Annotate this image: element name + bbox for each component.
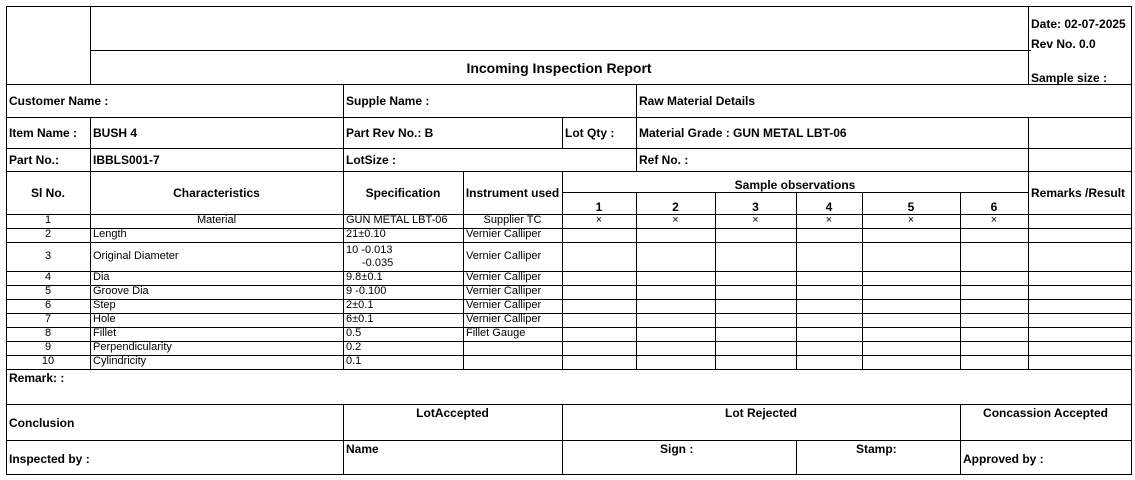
row-sl-no: 7 <box>44 313 52 325</box>
lot-rejected-label: Lot Rejected <box>724 406 797 420</box>
row-characteristic: Material <box>196 214 237 226</box>
row-sl-no: 6 <box>44 299 52 311</box>
row-specification-tolerance: -0.035 <box>362 257 394 269</box>
lot-accepted-label: LotAccepted <box>416 406 489 420</box>
sample-header-6: 6 <box>990 200 998 214</box>
material-grade: Material Grade : GUN METAL LBT-06 <box>639 126 847 140</box>
approved-by-label: Approved by : <box>963 452 1044 466</box>
row-sl-no: 1 <box>44 214 52 226</box>
name-label: Name <box>346 442 379 456</box>
row-instrument: Vernier Calliper <box>466 299 542 311</box>
header-sl-no: Sl No. <box>30 186 65 200</box>
raw-material-label: Raw Material Details <box>639 94 756 108</box>
sample-header-5: 5 <box>907 200 915 214</box>
report-date: Date: 02-07-2025 <box>1031 17 1126 31</box>
sample-header-2: 2 <box>672 200 679 214</box>
row-specification: GUN METAL LBT-06 <box>346 214 448 226</box>
sample-header-4: 4 <box>825 200 833 214</box>
row-sl-no: 2 <box>44 228 52 240</box>
row-specification: 9.8±0.1 <box>346 271 383 283</box>
row-characteristic: Fillet <box>93 327 117 339</box>
sign-label: Sign : <box>660 442 694 456</box>
header-characteristics: Characteristics <box>173 186 260 200</box>
lot-qty-label: Lot Qty : <box>565 126 615 140</box>
header-instrument: Instrument used <box>465 186 560 200</box>
row-specification: 0.1 <box>346 355 362 367</box>
inspected-by-label: Inspected by : <box>9 452 90 466</box>
part-rev-label: Part Rev No.: B <box>346 126 434 140</box>
row-characteristic: Original Diameter <box>93 250 179 262</box>
row-characteristic: Cylindricity <box>93 355 147 367</box>
header-sample-observations: Sample observations <box>734 178 856 192</box>
row-observation-5: × <box>907 214 915 226</box>
row-sl-no: 3 <box>44 250 52 262</box>
row-specification: 6±0.1 <box>346 313 374 325</box>
header-specification: Specification <box>365 186 441 200</box>
part-no-value: IBBLS001-7 <box>93 153 160 167</box>
row-characteristic: Step <box>93 299 116 311</box>
revision-number: Rev No. 0.0 <box>1031 37 1096 51</box>
sample-header-3: 3 <box>752 200 759 214</box>
row-specification: 2±0.1 <box>346 299 374 311</box>
row-instrument: Vernier Calliper <box>466 228 542 240</box>
concession-accepted-label: Concassion Accepted <box>983 406 1108 420</box>
row-instrument: Vernier Calliper <box>466 285 542 297</box>
row-sl-no: 10 <box>41 355 55 367</box>
row-sl-no: 4 <box>44 271 52 283</box>
row-specification: 10 -0.013 <box>346 244 393 256</box>
row-instrument: Fillet Gauge <box>466 327 526 339</box>
row-observation-6: × <box>990 214 998 226</box>
ref-no-label: Ref No. : <box>639 153 689 167</box>
row-instrument: Supplier TC <box>483 214 542 226</box>
page-title: Incoming Inspection Report <box>466 60 652 76</box>
sample-size: Sample size : <box>1031 71 1108 85</box>
row-specification: 9 -0.100 <box>346 285 387 297</box>
row-observation-3: × <box>752 214 759 226</box>
row-characteristic: Perpendicularity <box>93 341 172 353</box>
customer-name-label: Customer Name : <box>9 94 109 108</box>
row-sl-no: 8 <box>44 327 52 339</box>
row-sl-no: 5 <box>44 285 52 297</box>
supplier-name-label: Supple Name : <box>346 94 430 108</box>
row-observation-1: × <box>595 214 603 226</box>
row-instrument: Vernier Calliper <box>466 250 542 262</box>
row-observation-2: × <box>672 214 679 226</box>
remark-label: Remark: : <box>9 371 65 385</box>
row-instrument: Vernier Calliper <box>466 313 542 325</box>
sample-header-1: 1 <box>595 200 603 214</box>
row-characteristic: Hole <box>93 313 116 325</box>
row-characteristic: Groove Dia <box>93 285 149 297</box>
part-no-label: Part No.: <box>9 153 60 167</box>
row-instrument: Vernier Calliper <box>466 271 542 283</box>
row-sl-no: 9 <box>44 341 52 353</box>
row-specification: 0.2 <box>346 341 362 353</box>
stamp-label: Stamp: <box>856 442 897 456</box>
lot-size-label: LotSize : <box>346 153 396 167</box>
item-name-label: Item Name : <box>9 126 78 140</box>
row-specification: 0.5 <box>346 327 362 339</box>
conclusion-label: Conclusion <box>9 416 75 430</box>
header-remarks: Remarks /Result <box>1031 186 1126 200</box>
row-characteristic: Length <box>93 228 127 240</box>
row-characteristic: Dia <box>93 271 110 283</box>
row-specification: 21±0.10 <box>346 228 386 240</box>
row-observation-4: × <box>825 214 833 226</box>
item-name-value: BUSH 4 <box>93 126 138 140</box>
